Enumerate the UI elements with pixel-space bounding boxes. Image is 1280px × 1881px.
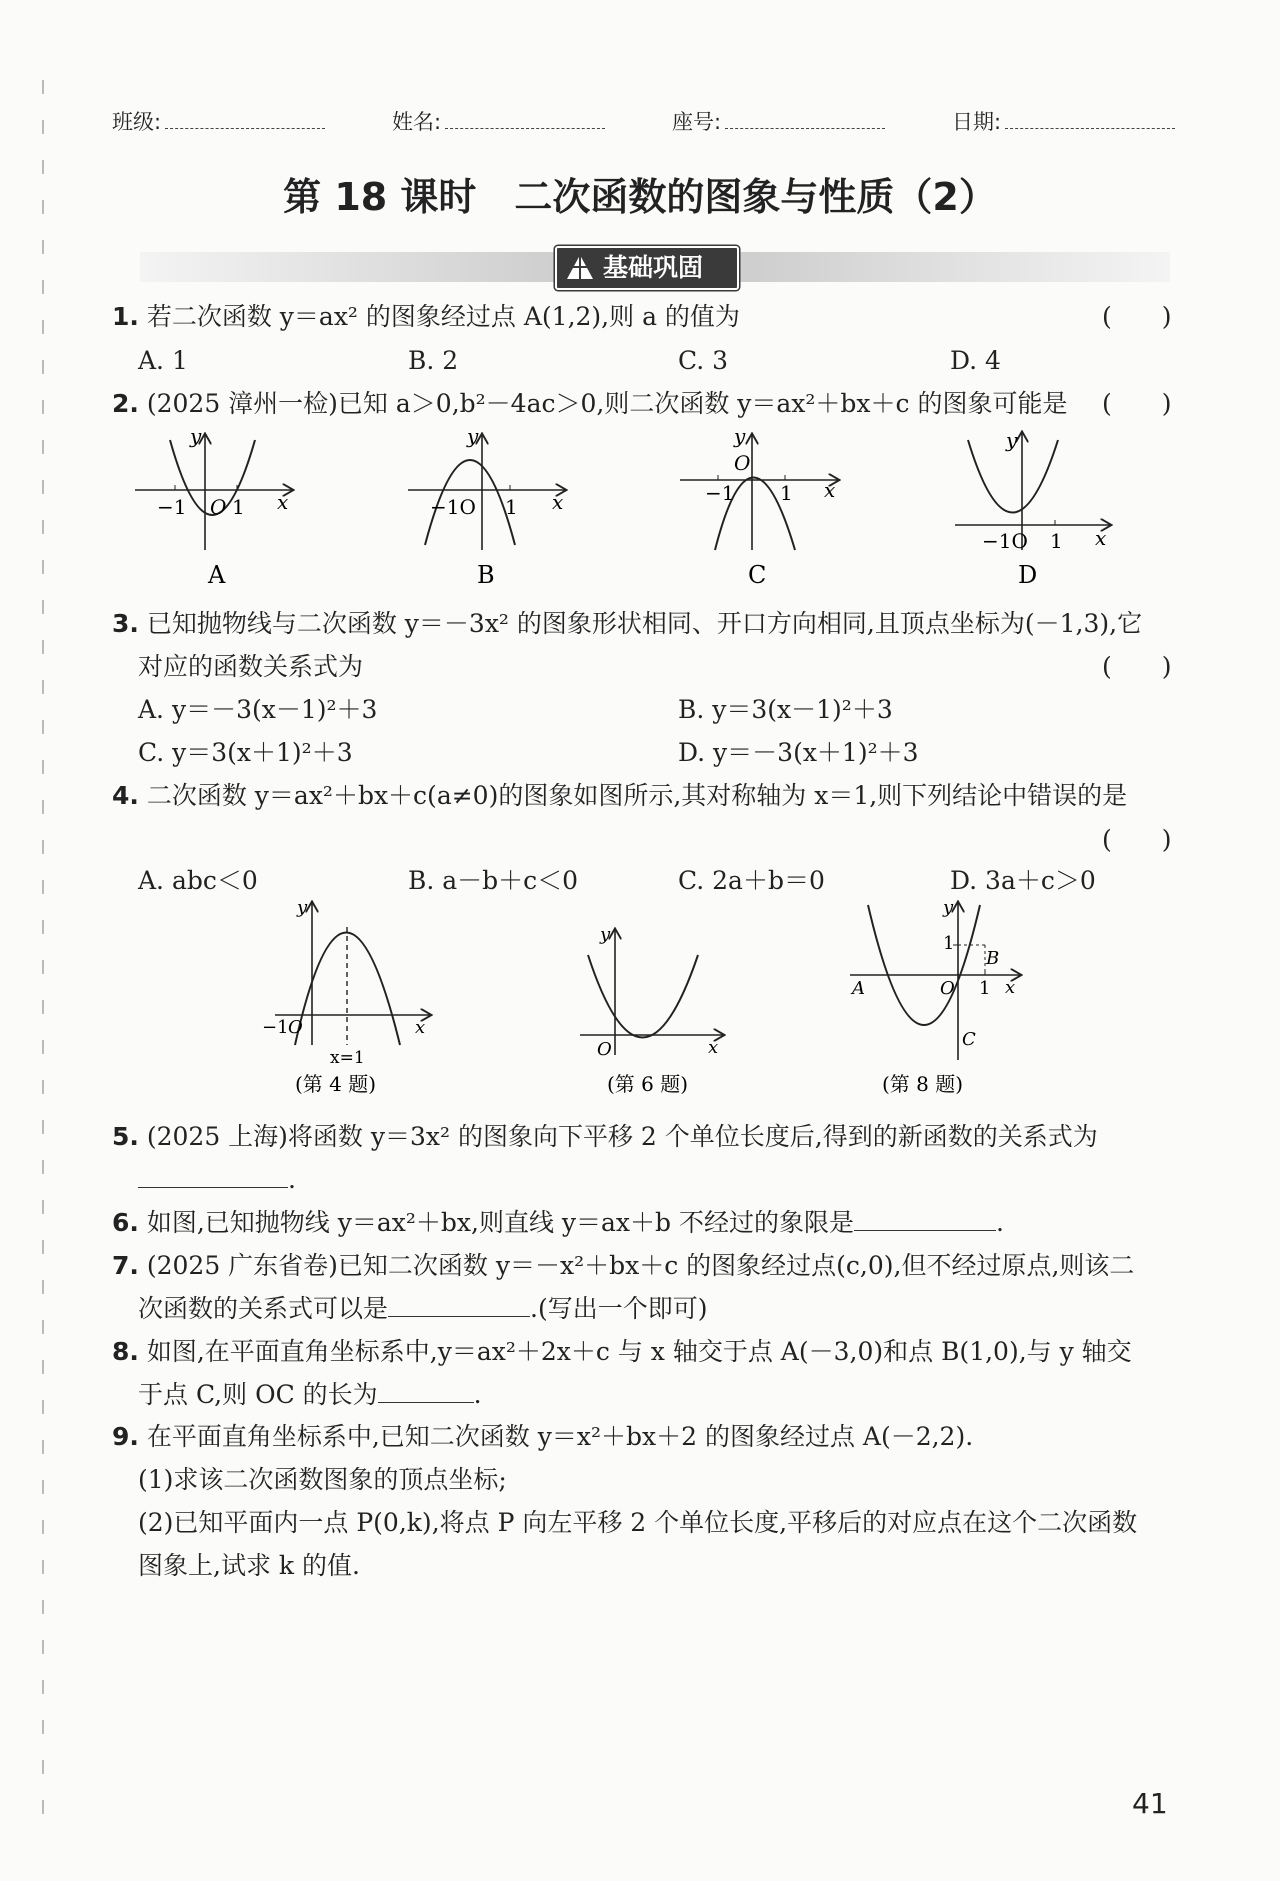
- svg-text:−1O: −1O: [430, 495, 476, 519]
- answer-blank-q6[interactable]: [854, 1208, 996, 1231]
- symmetry-axis-label: x=1: [330, 1048, 365, 1068]
- question-5: 5. (2025 上海)将函数 y＝3x² 的图象向下平移 2 个单位长度后,得到的新函数的关系式为: [112, 1122, 1098, 1151]
- svg-text:x: x: [708, 1037, 719, 1058]
- svg-text:B: B: [986, 948, 1000, 969]
- svg-text:−1: −1: [705, 481, 735, 505]
- graph-a[interactable]: [135, 425, 292, 589]
- page-number: 41: [1132, 1787, 1168, 1820]
- svg-text:C: C: [962, 1029, 976, 1050]
- svg-text:1: 1: [979, 978, 991, 999]
- pyramid-icon: [565, 253, 595, 283]
- graph-label-b: B: [477, 561, 495, 589]
- question-4: 4. 二次函数 y＝ax²＋bx＋c(a≠0)的图象如图所示,其对称轴为 x＝1,则下列结论中错误的是: [112, 781, 1128, 810]
- svg-text:y: y: [734, 425, 746, 448]
- q3-option-a[interactable]: A. y＝－3(x－1)²＋3: [138, 695, 378, 724]
- question-6: 6. 如图,已知抛物线 y＝ax²＋bx,则直线 y＝ax＋b 不经过的象限是 .: [112, 1208, 1004, 1237]
- svg-text:−1O: −1O: [982, 529, 1028, 553]
- svg-text:O: O: [597, 1039, 612, 1060]
- q1-option-a[interactable]: A. 1: [138, 346, 188, 375]
- question-9-part2-line2: 图象上,试求 k 的值.: [138, 1551, 360, 1580]
- seat-field[interactable]: [672, 106, 885, 136]
- class-field[interactable]: [112, 106, 325, 136]
- svg-text:y: y: [943, 897, 954, 918]
- graph-label-a: A: [208, 561, 226, 589]
- svg-text:y: y: [190, 425, 202, 448]
- question-8-line2: 于点 C,则 OC 的长为 .: [138, 1380, 482, 1409]
- figure-8-caption: (第 8 题): [882, 1072, 964, 1095]
- question-1: 1. 若二次函数 y＝ax² 的图象经过点 A(1,2),则 a 的值为: [112, 302, 740, 331]
- figure-4: [262, 897, 430, 1095]
- section-label: 基础巩固: [555, 246, 739, 290]
- figure-6: [580, 924, 723, 1095]
- tick-neg1: −1: [157, 495, 187, 519]
- q3-option-c[interactable]: C. y＝3(x＋1)²＋3: [138, 738, 353, 767]
- graph-label-d: D: [1018, 561, 1038, 589]
- question-8: 8. 如图,在平面直角坐标系中,y＝ax²＋2x＋c 与 x 轴交于点 A(－3,0)和点 B(1,0),与 y 轴交: [112, 1337, 1132, 1366]
- question-9-part2: (2)已知平面内一点 P(0,k),将点 P 向左平移 2 个单位长度,平移后的对应点在这个二次函数: [138, 1508, 1138, 1537]
- svg-text:x: x: [552, 490, 564, 514]
- answer-paren-q2[interactable]: ( ): [1102, 389, 1172, 418]
- date-field[interactable]: [952, 106, 1175, 136]
- svg-text:x: x: [824, 478, 836, 502]
- q3-option-d[interactable]: D. y＝－3(x＋1)²＋3: [678, 738, 919, 767]
- svg-text:y: y: [297, 897, 308, 918]
- svg-text:y: y: [467, 425, 479, 448]
- graph-c[interactable]: [680, 425, 838, 589]
- binding-margin: [42, 80, 44, 1840]
- figures-row: [250, 895, 1050, 1095]
- seat-label: 座号:: [672, 110, 722, 134]
- figure-8: [850, 897, 1020, 1095]
- svg-text:−1: −1: [262, 1017, 289, 1038]
- graph-b[interactable]: [408, 425, 565, 589]
- question-3: 3. 已知抛物线与二次函数 y＝－3x² 的图象形状相同、开口方向相同,且顶点坐标为(－1,3),它: [112, 609, 1143, 638]
- class-label: 班级:: [112, 110, 162, 134]
- q2-graphs: [120, 425, 1120, 595]
- svg-text:O: O: [940, 978, 955, 999]
- q4-option-c[interactable]: C. 2a＋b＝0: [678, 866, 825, 895]
- svg-text:O: O: [734, 451, 751, 475]
- svg-text:x: x: [1095, 526, 1107, 550]
- svg-text:O: O: [288, 1017, 303, 1038]
- svg-text:1: 1: [1050, 529, 1063, 553]
- svg-text:1: 1: [780, 481, 793, 505]
- q3-option-b[interactable]: B. y＝3(x－1)²＋3: [678, 695, 893, 724]
- svg-text:y: y: [1006, 428, 1018, 452]
- svg-text:y: y: [600, 924, 611, 945]
- answer-blank-q7[interactable]: [388, 1294, 530, 1317]
- answer-paren-q3[interactable]: ( ): [1102, 652, 1172, 681]
- date-label: 日期:: [952, 110, 1002, 134]
- q1-option-b[interactable]: B. 2: [408, 346, 459, 375]
- svg-text:x: x: [277, 490, 289, 514]
- graph-d[interactable]: [955, 428, 1110, 589]
- q1-option-d[interactable]: D. 4: [950, 346, 1001, 375]
- svg-text:1: 1: [943, 933, 955, 954]
- svg-text:O: O: [210, 495, 227, 519]
- svg-text:A: A: [852, 978, 865, 999]
- answer-paren-q4[interactable]: ( ): [1102, 825, 1172, 854]
- question-3-line2: 对应的函数关系式为: [138, 652, 364, 681]
- page-title: 第 18 课时 二次函数的图象与性质（2）: [283, 175, 997, 219]
- question-7-line2: 次函数的关系式可以是 .(写出一个即可): [138, 1294, 708, 1323]
- q4-option-b[interactable]: B. a－b＋c＜0: [408, 866, 579, 895]
- answer-blank-q8[interactable]: [378, 1380, 474, 1403]
- question-7: 7. (2025 广东省卷)已知二次函数 y＝－x²＋bx＋c 的图象经过点(c,0),但不经过原点,则该二: [112, 1251, 1135, 1280]
- q4-option-a[interactable]: A. abc＜0: [138, 866, 258, 895]
- answer-blank-q5[interactable]: .: [138, 1165, 296, 1195]
- graph-label-c: C: [748, 561, 767, 589]
- question-2: 2. (2025 漳州一检)已知 a＞0,b²－4ac＞0,则二次函数 y＝ax²＋bx＋c 的图象可能是: [112, 389, 1068, 418]
- name-label: 姓名:: [392, 110, 442, 134]
- figure-4-caption: (第 4 题): [295, 1072, 377, 1095]
- svg-text:x: x: [415, 1017, 426, 1038]
- svg-text:1: 1: [505, 495, 518, 519]
- question-9-part1: (1)求该二次函数图象的顶点坐标;: [138, 1465, 507, 1494]
- svg-text:x: x: [1005, 977, 1016, 998]
- question-9: 9. 在平面直角坐标系中,已知二次函数 y＝x²＋bx＋2 的图象经过点 A(－2,2).: [112, 1422, 974, 1451]
- answer-paren-q1[interactable]: ( ): [1102, 302, 1172, 331]
- name-field[interactable]: [392, 106, 605, 136]
- figure-6-caption: (第 6 题): [607, 1072, 689, 1095]
- svg-text:1: 1: [232, 495, 245, 519]
- q4-option-d[interactable]: D. 3a＋c＞0: [950, 866, 1096, 895]
- q1-option-c[interactable]: C. 3: [678, 346, 729, 375]
